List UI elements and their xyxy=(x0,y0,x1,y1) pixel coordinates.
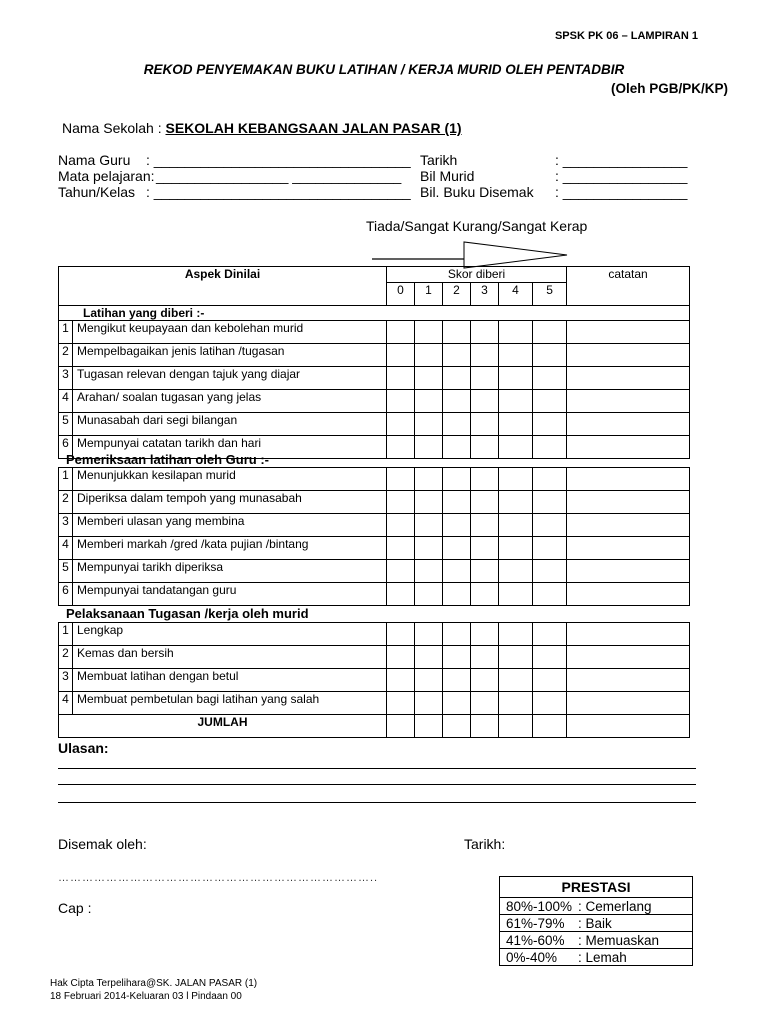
note-cell[interactable] xyxy=(567,367,690,390)
score-cell[interactable] xyxy=(499,514,533,537)
score-cell[interactable] xyxy=(415,436,443,459)
score-cell[interactable] xyxy=(499,692,533,715)
note-cell[interactable] xyxy=(567,669,690,692)
row-number: 4 xyxy=(59,537,73,560)
class-field[interactable]: : _________________________________ xyxy=(146,184,411,200)
note-cell[interactable] xyxy=(567,390,690,413)
score-1: 1 xyxy=(415,283,443,306)
total-cell[interactable] xyxy=(471,715,499,738)
prestasi-range: 61%-79% xyxy=(506,915,565,931)
note-cell[interactable] xyxy=(567,436,690,459)
table-row xyxy=(59,367,690,390)
score-cell[interactable] xyxy=(387,436,415,459)
score-cell[interactable] xyxy=(499,436,533,459)
score-cell[interactable] xyxy=(533,669,567,692)
total-cell[interactable] xyxy=(499,715,533,738)
table-row xyxy=(59,646,690,669)
section-1-table xyxy=(58,266,690,459)
aspect-label: Munasabah dari segi bilangan xyxy=(73,413,387,436)
info-subject xyxy=(58,168,401,184)
score-cell[interactable] xyxy=(387,491,415,514)
note-cell[interactable] xyxy=(567,692,690,715)
score-cell[interactable] xyxy=(443,583,471,606)
total-cell[interactable] xyxy=(415,715,443,738)
aspect-label: Memberi markah /gred /kata pujian /bintang xyxy=(73,537,387,560)
reference-code: SPSK PK 06 – LAMPIRAN 1 xyxy=(554,30,698,42)
score-cell[interactable] xyxy=(387,560,415,583)
note-cell[interactable] xyxy=(567,514,690,537)
table-row xyxy=(59,390,690,413)
score-cell[interactable] xyxy=(415,560,443,583)
score-header: Skor diberi xyxy=(387,267,567,283)
teacher-label: Nama Guru xyxy=(58,152,131,168)
score-cell[interactable] xyxy=(499,367,533,390)
table-row xyxy=(59,344,690,367)
score-cell[interactable] xyxy=(471,514,499,537)
score-cell[interactable] xyxy=(443,344,471,367)
form-subtitle: (Oleh PGB/PK/KP) xyxy=(610,81,728,96)
prestasi-grade: : Memuaskan xyxy=(578,932,660,948)
row-number: 6 xyxy=(59,436,73,459)
score-cell[interactable] xyxy=(387,321,415,344)
aspect-label: Menunjukkan kesilapan murid xyxy=(73,468,387,491)
prestasi-grade: : Baik xyxy=(578,915,612,931)
score-cell[interactable] xyxy=(415,491,443,514)
aspect-label: Membuat pembetulan bagi latihan yang salah xyxy=(73,692,387,715)
aspect-label: Membuat latihan dengan betul xyxy=(73,669,387,692)
info-teacher xyxy=(58,152,411,168)
prestasi-row xyxy=(500,915,693,932)
info-date xyxy=(420,152,687,168)
score-cell[interactable] xyxy=(499,321,533,344)
aspect-label: Mempunyai tarikh diperiksa xyxy=(73,560,387,583)
scale-caption: Tiada/Sangat Kurang/Sangat Kerap xyxy=(366,218,588,234)
score-cell[interactable] xyxy=(533,367,567,390)
footer-issue: 18 Februari 2014-Keluaran 03 l Pindaan 00 xyxy=(50,991,242,1002)
score-cell[interactable] xyxy=(415,646,443,669)
score-cell[interactable] xyxy=(533,692,567,715)
aspect-label: Mengikut keupayaan dan kebolehan murid xyxy=(73,321,387,344)
aspect-label: Mempunyai tandatangan guru xyxy=(73,583,387,606)
score-cell[interactable] xyxy=(499,583,533,606)
review-label: Ulasan: xyxy=(58,740,109,756)
prestasi-table xyxy=(499,876,693,966)
aspect-label: Kemas dan bersih xyxy=(73,646,387,669)
score-cell[interactable] xyxy=(533,514,567,537)
table-row xyxy=(59,583,690,606)
review-line[interactable] xyxy=(58,784,696,785)
score-cell[interactable] xyxy=(471,321,499,344)
score-cell[interactable] xyxy=(499,468,533,491)
score-cell[interactable] xyxy=(499,669,533,692)
score-cell[interactable] xyxy=(415,623,443,646)
score-cell[interactable] xyxy=(415,344,443,367)
note-cell[interactable] xyxy=(567,321,690,344)
score-cell[interactable] xyxy=(387,583,415,606)
section-1-title: Latihan yang diberi :- xyxy=(59,306,690,321)
school-line xyxy=(62,120,462,136)
score-cell[interactable] xyxy=(387,367,415,390)
score-cell[interactable] xyxy=(387,623,415,646)
prestasi-row xyxy=(500,898,693,915)
score-cell[interactable] xyxy=(499,560,533,583)
score-cell[interactable] xyxy=(499,646,533,669)
prestasi-row xyxy=(500,949,693,966)
total-note[interactable] xyxy=(567,715,690,738)
score-cell[interactable] xyxy=(471,468,499,491)
row-number: 1 xyxy=(59,321,73,344)
prestasi-row xyxy=(500,932,693,949)
score-cell[interactable] xyxy=(471,344,499,367)
table-row xyxy=(59,623,690,646)
score-cell[interactable] xyxy=(387,514,415,537)
table-row xyxy=(59,669,690,692)
score-cell[interactable] xyxy=(415,367,443,390)
table-row xyxy=(59,537,690,560)
score-cell[interactable] xyxy=(443,468,471,491)
prestasi-grade: : Cemerlang xyxy=(578,898,652,914)
aspect-label: Mempunyai catatan tarikh dan hari xyxy=(73,436,387,459)
score-cell[interactable] xyxy=(499,537,533,560)
score-cell[interactable] xyxy=(471,623,499,646)
form-title: REKOD PENYEMAKAN BUKU LATIHAN / KERJA MURID OLEH PENTADBIR xyxy=(143,62,625,77)
prestasi-range: 0%-40% xyxy=(506,949,558,965)
info-books-checked xyxy=(420,184,687,200)
score-cell[interactable] xyxy=(387,413,415,436)
total-label: JUMLAH xyxy=(59,715,387,738)
table-row xyxy=(59,560,690,583)
subject-label: Mata pelajaran: xyxy=(58,168,155,184)
total-cell[interactable] xyxy=(443,715,471,738)
note-cell[interactable] xyxy=(567,646,690,669)
school-label: Nama Sekolah : xyxy=(62,120,162,136)
section-2-table xyxy=(58,467,690,606)
score-cell[interactable] xyxy=(533,623,567,646)
checked-by-label: Disemak oleh: xyxy=(58,836,147,852)
student-count-field[interactable]: : ________________ xyxy=(555,168,688,184)
total-cell[interactable] xyxy=(533,715,567,738)
note-cell[interactable] xyxy=(567,537,690,560)
score-cell[interactable] xyxy=(443,413,471,436)
score-cell[interactable] xyxy=(533,436,567,459)
prestasi-title: PRESTASI xyxy=(500,877,693,898)
score-cell[interactable] xyxy=(415,390,443,413)
note-cell[interactable] xyxy=(567,413,690,436)
score-cell[interactable] xyxy=(415,468,443,491)
aspect-header: Aspek Dinilai xyxy=(59,267,387,306)
score-cell[interactable] xyxy=(443,623,471,646)
score-cell[interactable] xyxy=(443,646,471,669)
section-3-title: Pelaksanaan Tugasan /kerja oleh murid xyxy=(66,606,309,621)
score-cell[interactable] xyxy=(387,537,415,560)
score-cell[interactable] xyxy=(443,692,471,715)
section-3-table xyxy=(58,622,690,738)
row-number: 2 xyxy=(59,344,73,367)
note-cell[interactable] xyxy=(567,468,690,491)
score-cell[interactable] xyxy=(471,669,499,692)
score-cell[interactable] xyxy=(471,367,499,390)
score-cell[interactable] xyxy=(471,537,499,560)
score-cell[interactable] xyxy=(471,692,499,715)
score-cell[interactable] xyxy=(533,321,567,344)
score-cell[interactable] xyxy=(533,491,567,514)
score-cell[interactable] xyxy=(443,537,471,560)
table-row xyxy=(59,491,690,514)
table-row xyxy=(59,413,690,436)
score-0: 0 xyxy=(387,283,415,306)
row-number: 3 xyxy=(59,669,73,692)
date-sign-label: Tarikh: xyxy=(464,836,506,852)
score-5: 5 xyxy=(533,283,567,306)
aspect-label: Arahan/ soalan tugasan yang jelas xyxy=(73,390,387,413)
aspect-label: Lengkap xyxy=(73,623,387,646)
date-label: Tarikh xyxy=(420,152,458,168)
student-count-label: Bil Murid xyxy=(420,168,475,184)
prestasi-range: 41%-60% xyxy=(506,932,565,948)
note-cell[interactable] xyxy=(567,583,690,606)
review-line[interactable] xyxy=(58,802,696,803)
note-cell[interactable] xyxy=(567,560,690,583)
note-cell[interactable] xyxy=(567,491,690,514)
row-number: 1 xyxy=(59,468,73,491)
score-cell[interactable] xyxy=(387,390,415,413)
score-cell[interactable] xyxy=(443,514,471,537)
score-cell[interactable] xyxy=(471,583,499,606)
score-cell[interactable] xyxy=(533,390,567,413)
score-cell[interactable] xyxy=(415,413,443,436)
review-line[interactable] xyxy=(58,768,696,769)
row-number: 3 xyxy=(59,367,73,390)
score-cell[interactable] xyxy=(443,321,471,344)
score-cell[interactable] xyxy=(499,491,533,514)
row-number: 4 xyxy=(59,390,73,413)
table-row xyxy=(59,321,690,344)
books-checked-label: Bil. Buku Disemak xyxy=(420,184,534,200)
score-cell[interactable] xyxy=(471,491,499,514)
table-row xyxy=(59,692,690,715)
row-number: 5 xyxy=(59,413,73,436)
aspect-label: Memberi ulasan yang membina xyxy=(73,514,387,537)
footer-copyright: Hak Cipta Terpelihara@SK. JALAN PASAR (1) xyxy=(50,978,258,989)
table-row xyxy=(59,468,690,491)
stamp-label: Cap : xyxy=(58,900,92,916)
score-cell[interactable] xyxy=(533,468,567,491)
score-cell[interactable] xyxy=(443,669,471,692)
info-student-count xyxy=(420,168,687,184)
score-cell[interactable] xyxy=(471,390,499,413)
section-2-title: Pemeriksaan latihan oleh Guru :- xyxy=(66,452,269,467)
note-cell[interactable] xyxy=(567,623,690,646)
score-cell[interactable] xyxy=(415,583,443,606)
class-label: Tahun/Kelas xyxy=(58,184,136,200)
score-cell[interactable] xyxy=(533,537,567,560)
score-cell[interactable] xyxy=(443,367,471,390)
score-cell[interactable] xyxy=(471,560,499,583)
teacher-field[interactable]: : _________________________________ xyxy=(146,152,411,168)
books-checked-field[interactable]: : ________________ xyxy=(555,184,688,200)
score-cell[interactable] xyxy=(415,514,443,537)
total-cell[interactable] xyxy=(387,715,415,738)
row-number: 1 xyxy=(59,623,73,646)
row-number: 2 xyxy=(59,646,73,669)
score-cell[interactable] xyxy=(387,646,415,669)
score-cell[interactable] xyxy=(415,321,443,344)
note-cell[interactable] xyxy=(567,344,690,367)
row-number: 3 xyxy=(59,514,73,537)
prestasi-range: 80%-100% xyxy=(506,898,573,914)
score-cell[interactable] xyxy=(533,344,567,367)
subject-field[interactable]: _________________ ______________ xyxy=(156,168,402,184)
score-cell[interactable] xyxy=(499,413,533,436)
score-cell[interactable] xyxy=(533,413,567,436)
score-cell[interactable] xyxy=(443,390,471,413)
score-cell[interactable] xyxy=(533,646,567,669)
school-name: SEKOLAH KEBANGSAAN JALAN PASAR (1) xyxy=(165,120,462,136)
score-4: 4 xyxy=(499,283,533,306)
prestasi-grade: : Lemah xyxy=(578,949,627,965)
score-2: 2 xyxy=(443,283,471,306)
score-cell[interactable] xyxy=(415,669,443,692)
row-number: 4 xyxy=(59,692,73,715)
score-cell[interactable] xyxy=(499,623,533,646)
score-cell[interactable] xyxy=(499,344,533,367)
score-cell[interactable] xyxy=(387,344,415,367)
score-cell[interactable] xyxy=(471,413,499,436)
score-cell[interactable] xyxy=(443,436,471,459)
info-class xyxy=(58,184,411,200)
score-cell[interactable] xyxy=(387,669,415,692)
row-number: 2 xyxy=(59,491,73,514)
aspect-label: Mempelbagaikan jenis latihan /tugasan xyxy=(73,344,387,367)
score-cell[interactable] xyxy=(533,583,567,606)
row-number: 6 xyxy=(59,583,73,606)
score-cell[interactable] xyxy=(415,537,443,560)
signature-line[interactable]: …………………………………………………………………….. xyxy=(58,872,379,884)
date-field[interactable]: : ________________ xyxy=(555,152,688,168)
score-cell[interactable] xyxy=(499,390,533,413)
score-cell[interactable] xyxy=(415,692,443,715)
score-3: 3 xyxy=(471,283,499,306)
score-cell[interactable] xyxy=(443,491,471,514)
score-cell[interactable] xyxy=(387,468,415,491)
aspect-label: Tugasan relevan dengan tajuk yang diajar xyxy=(73,367,387,390)
row-number: 5 xyxy=(59,560,73,583)
score-cell[interactable] xyxy=(533,560,567,583)
note-header: catatan xyxy=(567,267,690,306)
score-cell[interactable] xyxy=(471,646,499,669)
score-cell[interactable] xyxy=(387,692,415,715)
score-cell[interactable] xyxy=(443,560,471,583)
score-cell[interactable] xyxy=(471,436,499,459)
table-row xyxy=(59,514,690,537)
aspect-label: Diperiksa dalam tempoh yang munasabah xyxy=(73,491,387,514)
